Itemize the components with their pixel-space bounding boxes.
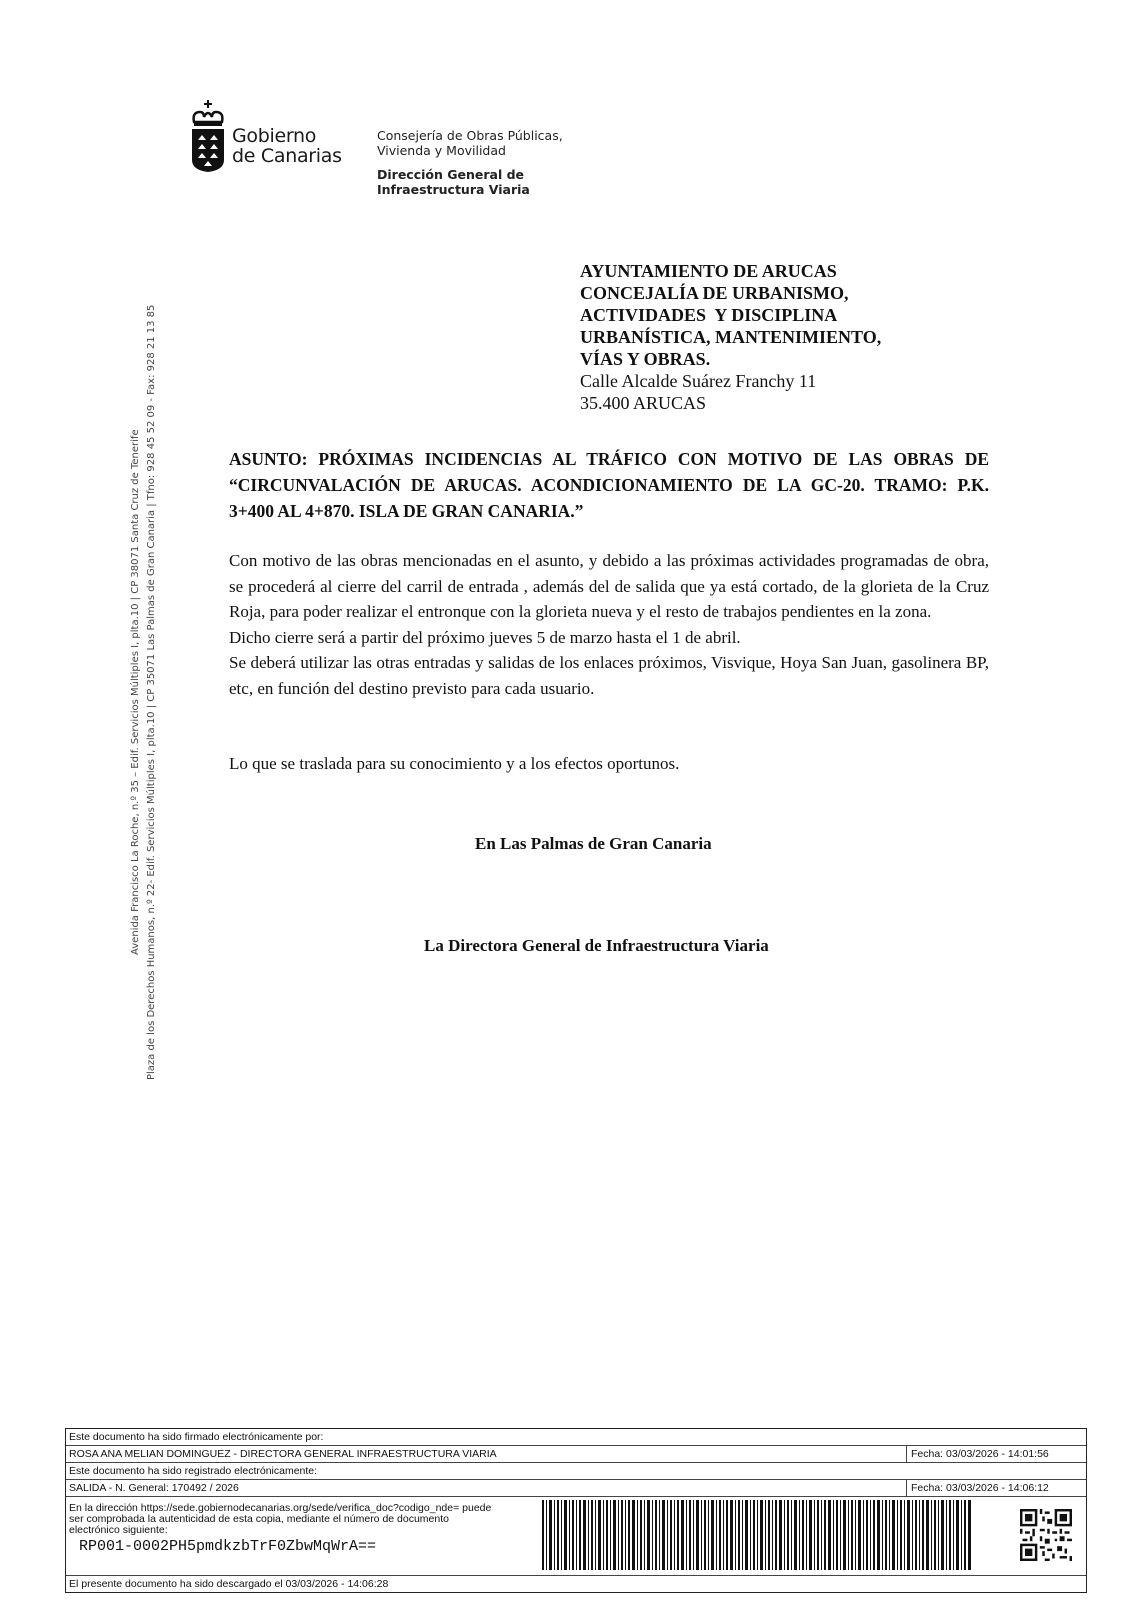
recipient-line: ACTIVIDADES Y DISCIPLINA (580, 305, 838, 325)
signed-label: Este documento ha sido firmado electrónicamente por: (69, 1431, 324, 1443)
side-address-text (128, 305, 160, 1080)
registered-label-row (66, 1463, 1086, 1480)
body-paragraph-2: Dicho cierre será a partir del próximo jueves 5 de marzo hasta el 1 de abril. (229, 627, 741, 647)
directorate-line-2: Infraestructura Viaria (377, 182, 530, 197)
body-paragraph-3: Se deberá utilizar las otras entradas y salidas de los enlaces próximos, Visvique, Hoya San Juan, gasolinera BP, etc, en función del destino previsto para cada usuario. (229, 653, 989, 698)
department-line-1: Consejería de Obras Públicas, (377, 128, 563, 143)
department-line-2: Vivienda y Movilidad (377, 143, 506, 158)
verification-text: En la dirección https://sede.gobiernodecanarias.org/sede/verifica_doc?codigo_nde= puede ser comprobada la autenticidad de esta copia, mediante el número de documento electrónico siguiente: (69, 1502, 492, 1536)
registry-number: SALIDA - N. General: 170492 / 2026 (69, 1482, 239, 1494)
signer-title: La Directora General de Infraestructura Viaria (424, 936, 769, 955)
verification-code: RP001-0002PH5pmdkzbTrF0ZbwMqWrA== (79, 1538, 377, 1555)
recipient-line: VÍAS Y OBRAS. (580, 349, 711, 369)
recipient-line: CONCEJALÍA DE URBANISMO, (580, 283, 849, 303)
body-paragraph-1: Con motivo de las obras mencionadas en el asunto, y debido a las próximas actividades programadas de obra, se procederá al cierre del carril de entrada , además del de salida que ya está cortado, de la glorieta de la Cruz Roja, para poder realizar el entronque con la glorieta nueva y el resto de trabajos pendientes en la zona. (229, 551, 989, 621)
recipient-address: Calle Alcalde Suárez Franchy 11 (580, 371, 817, 391)
subject-heading: ASUNTO: PRÓXIMAS INCIDENCIAS AL TRÁFICO CON MOTIVO DE LAS OBRAS DE “CIRCUNVALACIÓN DE ARUCAS. ACONDICIONAMIENTO DE LA GC-20. TRAMO: P.K. 3+400 AL 4+870. ISLA DE GRAN CANARIA.” (229, 449, 989, 521)
recipient-block (580, 260, 881, 414)
downloaded-note: El presente documento ha sido descargado el 03/03/2026 - 14:06:28 (69, 1578, 389, 1590)
registered-label: Este documento ha sido registrado electrónicamente: (69, 1465, 318, 1477)
signer-row (66, 1446, 1086, 1463)
qr-code-icon (1020, 1509, 1072, 1561)
registry-date: Fecha: 03/03/2026 - 14:06:12 (906, 1480, 1086, 1496)
registry-row (66, 1480, 1086, 1497)
logo-line-1: Gobierno (232, 125, 317, 147)
crest-icon (190, 100, 226, 172)
logo-line-2: de Canarias (232, 145, 342, 167)
recipient-city: 35.400 ARUCAS (580, 393, 707, 413)
side-address-line-2: Plaza de los Derechos Humanos, n.º 22- Edif. Servicios Múltiples I, plta.10 | CP 35071 Las Palmas de Gran Canaria | Tfno: 928 45 52 09 - Fax: 928 21 13 85 (146, 304, 157, 1080)
directorate (377, 167, 563, 197)
signed-label-row (66, 1429, 1086, 1446)
verification-row (66, 1497, 1086, 1576)
recipient-line: URBANÍSTICA, MANTENIMIENTO, (580, 327, 882, 347)
side-address-line-1: Avenida Francisco La Roche, n.º 35 – Edif. Servicios Múltiples I, plta.10 | CP 38071 Santa Cruz de Tenerife (130, 429, 141, 955)
closing-line: Lo que se traslada para su conocimiento y a los efectos oportunos. (229, 754, 680, 773)
place-line: En Las Palmas de Gran Canaria (475, 834, 712, 853)
signer-name: ROSA ANA MELIAN DOMINGUEZ - DIRECTORA GENERAL INFRAESTRUCTURA VIARIA (69, 1448, 497, 1460)
recipient-line: AYUNTAMIENTO DE ARUCAS (580, 261, 837, 281)
barcode-icon (542, 1500, 972, 1570)
signed-date: Fecha: 03/03/2026 - 14:01:56 (906, 1446, 1086, 1462)
department-block (377, 128, 563, 197)
letter-body (229, 548, 989, 701)
gobierno-de-canarias-logo (190, 100, 370, 175)
directorate-line-1: Dirección General de (377, 167, 525, 182)
electronic-signature-box (65, 1428, 1087, 1593)
